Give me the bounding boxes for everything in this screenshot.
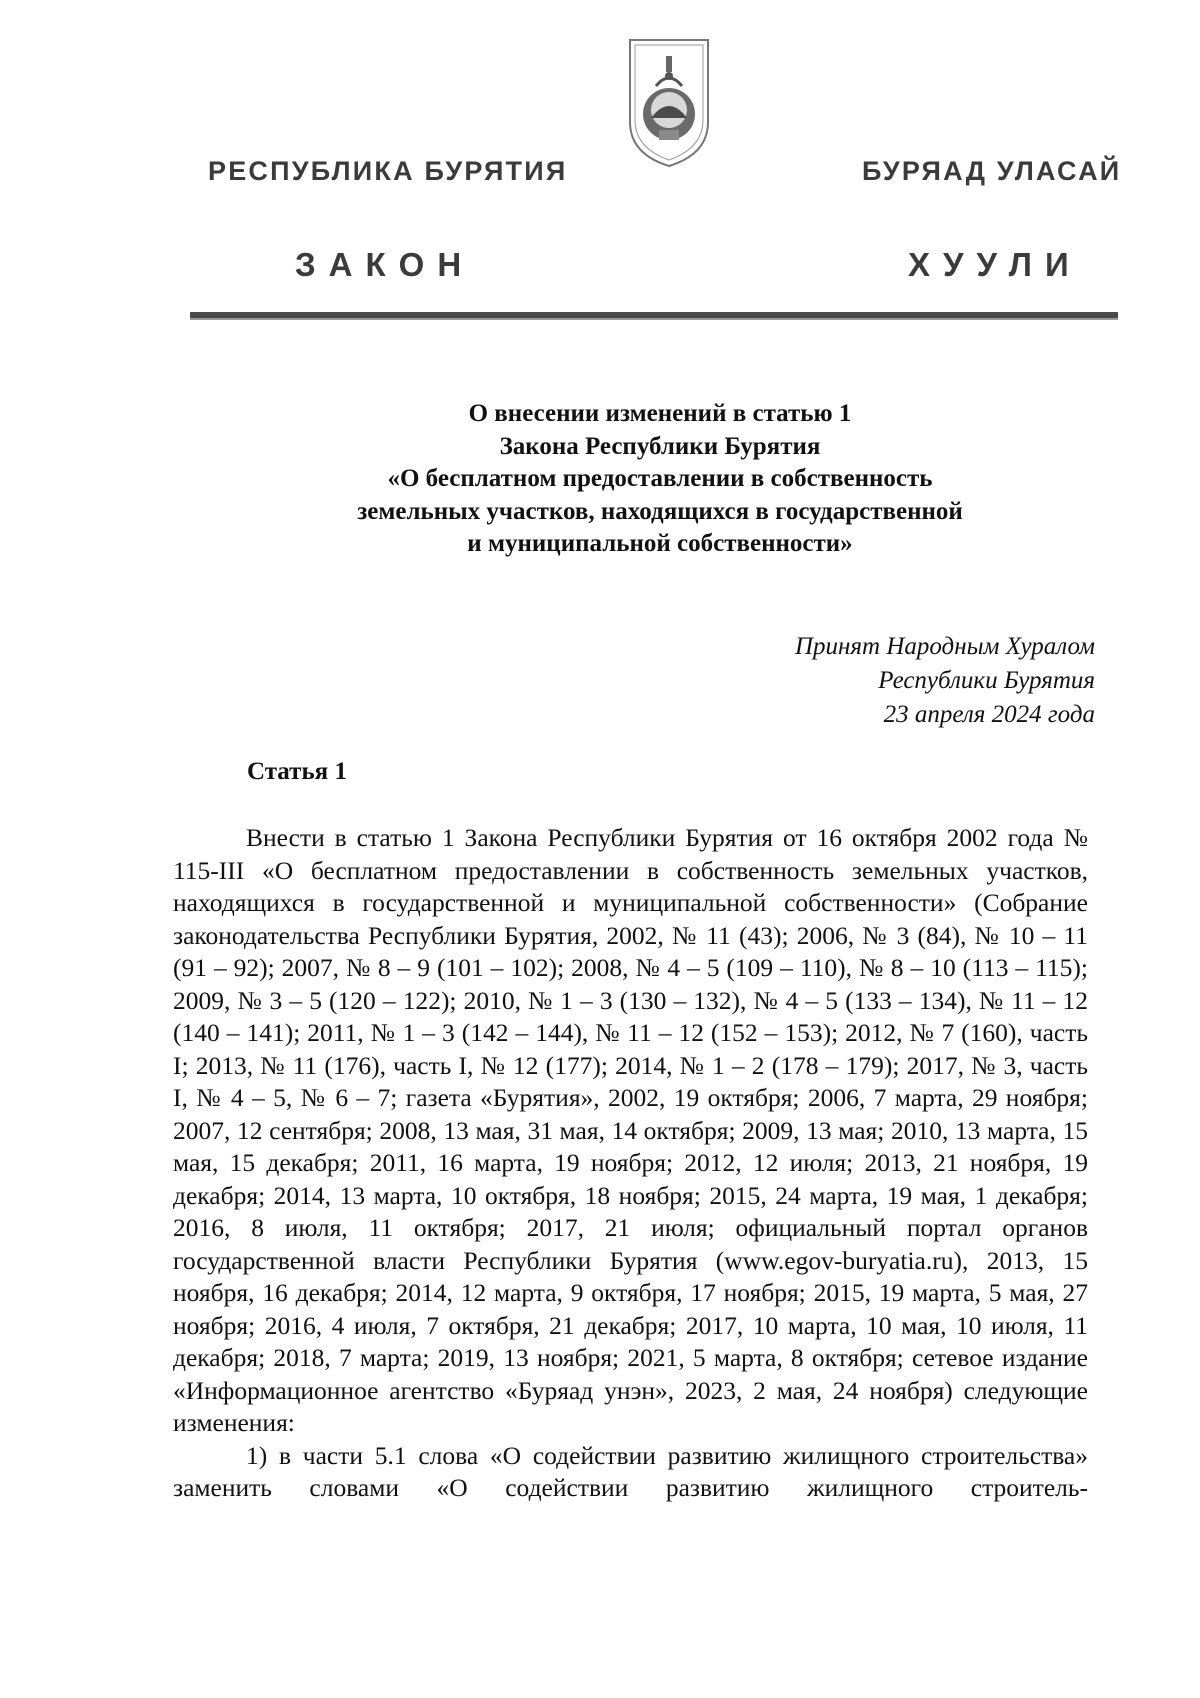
law-title (200, 398, 1120, 561)
republic-name-russian: РЕСПУБЛИКА БУРЯТИЯ (208, 156, 568, 186)
law-title-line: Закона Республики Бурятия (499, 432, 821, 460)
law-label-buryat: ХУУЛИ (908, 246, 1082, 283)
adoption-date: 23 апреля 2024 года (883, 701, 1095, 728)
law-title-line: земельных участков, находящихся в государственной (357, 497, 963, 525)
republic-name-buryat: БУРЯАД УЛАСАЙ (862, 156, 1122, 186)
adoption-note (795, 630, 1095, 732)
coat-of-arms-emblem (626, 36, 712, 170)
article-paragraph: 1) в части 5.1 слова «О содействии развитию жилищного строительства» заменить словами «О содействии развитию жилищного строитель- (173, 1440, 1088, 1502)
law-label-russian: ЗАКОН (295, 246, 475, 283)
header-divider (190, 312, 1118, 320)
article-body (173, 822, 1088, 1505)
adoption-line: Республики Бурятия (878, 667, 1095, 694)
article-paragraph: Внести в статью 1 Закона Республики Бурятия от 16 октября 2002 года № 115-III «О бесплатном предоставлении в собственность земельных участков, находящихся в государственной и муниципальной собственности» (Собрание законодательства Республики Бурятия, 2002, № 11 (43); 2006, № 3 (84), № 10 – 11 (91 – 92); 2007, № 8 – 9 (101 – 102); 2008, № 4 – 5 (109 – 110), № 8 – 10 (113 – 115); 2009, № 3 – 5 (120 – 122); 2010, № 1 – 3 (130 – 132), № 4 – 5 (133 – 134), № 11 – 12 (140 – 141); 2011, № 1 – 3 (142 – 144), № 11 – 12 (152 – 153); 2012, № 7 (160), часть I; 2013, № 11 (176), часть I, № 12 (177); 2014, № 1 – 2 (178 – 179); 2017, № 3, часть I, № 4 – 5, № 6 – 7; газета «Бурятия», 2002, 19 октября; 2006, 7 марта, 29 ноября; 2007, 12 сентября; 2008, 13 мая, 31 мая, 14 октября; 2009, 13 мая; 2010, 13 марта, 15 мая, 15 декабря; 2011, 16 марта, 19 ноября; 2012, 12 июля; 2013, 21 ноября, 19 декабря; 2014, 13 марта, 10 октября, 18 ноября; 2015, 24 марта, 19 мая, 1 декабря; 2016, 8 июля, 11 октября; 2017, 21 июля; официальный портал органов государственной власти Республики Бурятия (www.egov-buryatia.ru), 2013, 15 ноября, 16 декабря; 2014, 12 марта, 9 октября, 17 ноября; 2015, 19 марта, 5 мая, 27 ноября; 2016, 4 июля, 7 октября, 21 декабря; 2017, 10 марта, 10 мая, 10 июля, 11 декабря; 2018, 7 марта; 2019, 13 ноября; 2021, 5 марта, 8 октября; сетевое издание «Информационное агентство «Буряад унэн», 2023, 2 мая, 24 ноября) следующие изменения: (173, 823, 1088, 1437)
law-title-line: О внесении изменений в статью 1 (468, 400, 852, 427)
adoption-line: Принят Народным Хуралом (794, 633, 1095, 660)
law-title-line: «О бесплатном предоставлении в собственность (387, 465, 933, 492)
article-heading: Статья 1 (247, 758, 347, 785)
coat-of-arms-icon (626, 36, 712, 170)
law-title-line: и муниципальной собственности» (467, 530, 853, 557)
